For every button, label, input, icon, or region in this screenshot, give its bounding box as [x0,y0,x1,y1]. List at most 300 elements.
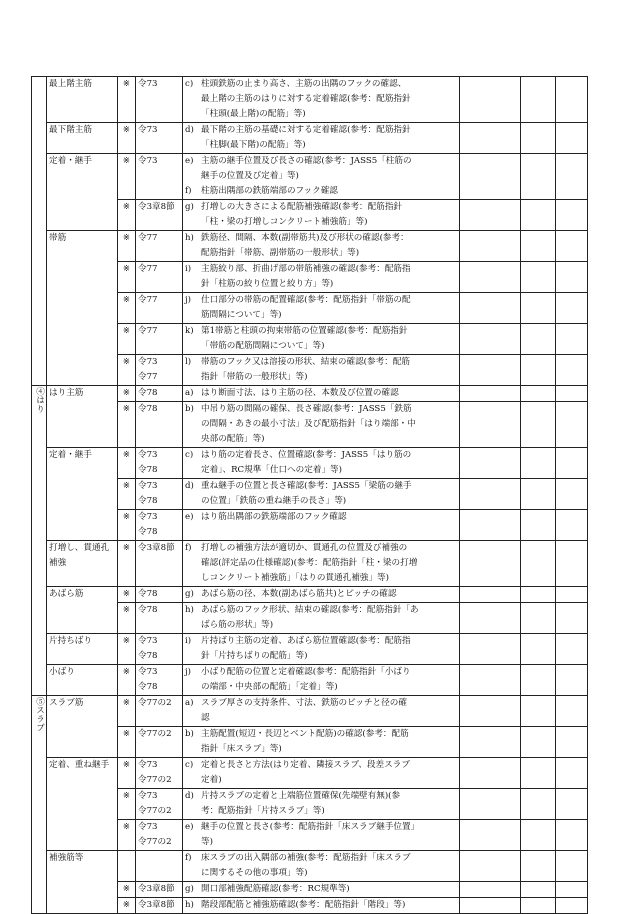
result-cell [460,758,521,789]
content-cell [183,448,460,479]
content-cell [183,541,460,587]
mark-cell: ※ [118,386,136,402]
check-cell-1 [521,758,556,789]
item-letter: a) [185,698,194,708]
table-row [32,77,588,123]
content-text: 片持ばり主筋の定着、あばら筋位置確認(参考：配筋指 [201,636,411,646]
content-text: 定着) [201,775,222,785]
check-cell-2 [556,603,588,634]
content-text: 主筋配置(短辺・長辺とベント配筋)の確認(参考：配筋 [201,729,409,739]
item-letter: f) [185,543,192,553]
code-text: 令77 [138,233,158,243]
content-text: の端部・中央部の配筋」「定着」等) [201,682,338,692]
result-cell [460,541,521,587]
content-cell [183,820,460,851]
content-cell [183,200,460,231]
code-cell [136,123,183,154]
content-text: 打増しの大きさによる配筋補強確認(参考：配筋指針 [201,202,403,212]
item-letter: d) [185,481,194,491]
mark-cell: ※ [118,123,136,154]
code-cell [136,898,183,914]
check-cell-1 [521,634,556,665]
content-text: 「帯筋の配筋間隔について」等) [201,341,325,351]
result-cell [460,324,521,355]
code-text: 令73 [138,357,158,367]
code-cell [136,355,183,386]
code-cell [136,541,183,587]
item-cell: 最下階主筋 [47,123,118,154]
mark-cell: ※ [118,696,136,727]
mark-cell: ※ [118,898,136,914]
result-cell [460,154,521,200]
item-letter: h) [185,233,194,243]
check-cell-2 [556,789,588,820]
mark-cell: ※ [118,587,136,603]
content-text: 最下階の主筋の基礎に対する定着確認(参考：配筋指針 [201,125,411,135]
result-cell [460,634,521,665]
content-text: ばら筋の形状」等) [201,620,274,630]
item-letter: j) [185,295,192,305]
code-text: 令73 [138,636,158,646]
content-text: 筋間隔について」等) [201,310,282,320]
mark-cell: ※ [118,789,136,820]
result-cell [460,386,521,402]
item-cell: 帯筋 [47,231,118,386]
code-cell [136,820,183,851]
content-text: 重ね継手の位置と長さ確認(参考：JASS5「梁筋の継手 [201,481,412,491]
item-letter: h) [185,605,194,615]
code-cell [136,479,183,510]
item-letter: c) [185,760,194,770]
check-cell-2 [556,402,588,448]
table-row [32,696,588,727]
code-text: 令73 [138,791,158,801]
content-text: 認 [201,713,210,723]
check-cell-2 [556,200,588,231]
code-cell [136,634,183,665]
code-text: 令77 [138,295,158,305]
content-text: 継手の位置と長さ(参考：配筋指針「床スラブ継手位置」 [201,822,420,832]
code-cell [136,231,183,262]
check-cell-2 [556,758,588,789]
content-text: 打増しの補強方法が適切か、貫通孔の位置及び補強の [201,543,408,553]
check-cell-2 [556,123,588,154]
content-text: 配筋指針「帯筋、副帯筋の一般形状」等) [201,248,360,258]
check-cell-1 [521,448,556,479]
item-letter: f) [185,186,192,196]
check-cell-2 [556,541,588,587]
content-text: 開口部補強配筋確認(参考：RC規準等) [201,884,350,894]
table-row [32,386,588,402]
check-cell-1 [521,727,556,758]
result-cell [460,587,521,603]
content-cell [183,789,460,820]
content-text: 鉄筋径、間隔、本数(副帯筋共)及び形状の確認(参考： [201,233,409,243]
content-text: 床スラブの出入隅部の補強(参考：配筋指針「床スラブ [201,853,411,863]
mark-cell: ※ [118,727,136,758]
item-letter: i) [185,264,192,274]
code-text: 令73 [138,125,158,135]
code-cell [136,386,183,402]
code-text: 令78 [138,465,158,475]
check-cell-2 [556,324,588,355]
content-text: 針「片持ちばりの配筋」等) [201,651,308,661]
table-row [32,123,588,154]
mark-cell: ※ [118,231,136,262]
check-cell-2 [556,262,588,293]
mark-cell: ※ [118,665,136,696]
code-cell [136,154,183,200]
code-cell [136,882,183,898]
item-cell: スラブ筋 [47,696,118,758]
content-text: 柱頭鉄筋の止まり高さ、主筋の出隅のフックの確認、 [201,79,407,89]
result-cell [460,262,521,293]
code-cell [136,262,183,293]
content-cell [183,479,460,510]
content-text: スラブ厚さの支持条件、寸法、鉄筋のピッチと径の確 [201,698,407,708]
check-cell-2 [556,882,588,898]
check-cell-1 [521,587,556,603]
item-letter: e) [185,156,194,166]
code-text: 令73 [138,156,158,166]
content-text: はり筋の定着長さ、位置確認(参考：JASS5「はり筋の [201,450,412,460]
item-cell: あばら筋 [47,587,118,634]
content-cell [183,262,460,293]
result-cell [460,479,521,510]
code-text: 令77の2 [138,806,172,816]
section-cell [32,77,47,386]
inspection-table [31,76,588,914]
code-cell [136,200,183,231]
check-cell-2 [556,587,588,603]
item-cell: 小ばり [47,665,118,696]
result-cell [460,789,521,820]
content-cell [183,77,460,123]
result-cell [460,727,521,758]
check-cell-2 [556,77,588,123]
code-text: 令78 [138,496,158,506]
code-cell [136,587,183,603]
result-cell [460,898,521,914]
content-text: 「柱脚(最下階)の配筋」等) [201,140,306,150]
check-cell-2 [556,851,588,882]
code-cell [136,696,183,727]
content-text: に関するその他の事項」等) [201,868,308,878]
check-cell-2 [556,154,588,200]
mark-cell: ※ [118,402,136,448]
check-cell-2 [556,479,588,510]
code-text: 令77 [138,264,158,274]
content-text: 第1帯筋と柱頭の拘束帯筋の位置確認(参考：配筋指針 [201,326,408,336]
content-text: 考：配筋指針「片持スラブ」等) [201,806,325,816]
result-cell [460,820,521,851]
item-cell: 定着、重ね継手 [47,758,118,851]
mark-cell: ※ [118,200,136,231]
item-letter: e) [185,512,194,522]
content-cell [183,402,460,448]
content-cell [183,634,460,665]
code-text: 令77の2 [138,698,172,708]
check-cell-2 [556,355,588,386]
table-row [32,154,588,200]
item-cell: 最上階主筋 [47,77,118,123]
check-cell-1 [521,603,556,634]
item-letter: g) [185,202,194,212]
check-cell-1 [521,154,556,200]
mark-cell: ※ [118,882,136,898]
content-text: あばら筋のフック形状、結束の確認(参考：配筋指針「あ [201,605,419,615]
code-cell [136,665,183,696]
table-row [32,587,588,603]
item-letter: c) [185,79,194,89]
content-text: の間隔・あきの最小寸法」及び配筋指針「はり端部・中 [201,419,416,429]
code-text: 令73 [138,481,158,491]
check-cell-2 [556,634,588,665]
content-text: 帯筋のフック又は溶接の形状、結束の確認(参考：配筋 [201,357,411,367]
content-cell [183,696,460,727]
item-letter: k) [185,326,194,336]
code-text: 令78 [138,388,158,398]
mark-cell: ※ [118,262,136,293]
code-text: 令77の2 [138,775,172,785]
code-text: 令73 [138,450,158,460]
code-text: 令78 [138,605,158,615]
result-cell [460,665,521,696]
item-cell: 補強筋等 [47,851,118,914]
item-letter: d) [185,125,194,135]
mark-cell: ※ [118,293,136,324]
item-letter: b) [185,729,194,739]
result-cell [460,882,521,898]
section-cell [32,386,47,696]
table-row [32,851,588,882]
check-cell-1 [521,262,556,293]
code-cell [136,510,183,541]
section-cell [32,696,47,914]
mark-cell: ※ [118,154,136,200]
content-cell [183,355,460,386]
check-cell-1 [521,402,556,448]
code-text: 令73 [138,822,158,832]
check-cell-1 [521,510,556,541]
code-text: 令77 [138,326,158,336]
code-cell [136,324,183,355]
result-cell [460,355,521,386]
content-cell [183,324,460,355]
code-text: 令77の2 [138,837,172,847]
content-text: 「柱頭(最上階)の配筋」等) [201,109,306,119]
content-cell [183,386,460,402]
item-letter: a) [185,388,194,398]
code-cell [136,727,183,758]
item-letter: i) [185,636,192,646]
item-letter: e) [185,822,194,832]
item-cell: 定着・継手 [47,448,118,541]
result-cell [460,448,521,479]
mark-cell: ※ [118,758,136,789]
result-cell [460,200,521,231]
item-cell: 定着・継手 [47,154,118,231]
result-cell [460,402,521,448]
check-cell-1 [521,789,556,820]
check-cell-1 [521,851,556,882]
check-cell-2 [556,898,588,914]
item-letter: c) [185,450,194,460]
code-cell [136,77,183,123]
content-text: 央部の配筋」等) [201,434,265,444]
item-letter: g) [185,884,194,894]
check-cell-2 [556,727,588,758]
result-cell [460,77,521,123]
table-row [32,758,588,789]
check-cell-1 [521,293,556,324]
content-text: 定着と長さと方法(はり定着、隣接スラブ、段差スラブ [201,760,410,770]
content-text: 仕口部分の帯筋の配置確認(参考：配筋指針「帯筋の配 [201,295,411,305]
check-cell-2 [556,293,588,324]
result-cell [460,696,521,727]
table-row [32,634,588,665]
mark-cell: ※ [118,77,136,123]
content-cell [183,882,460,898]
check-cell-1 [521,123,556,154]
content-text: 中吊り筋の間隔の確保、長さ確認(参考：JASS5「鉄筋 [201,404,412,414]
content-text: 「柱・梁の打増しコンクリート補強筋」等) [201,217,368,227]
result-cell [460,510,521,541]
code-cell [136,402,183,448]
content-text: 確認(評定品の仕様確認)(参考：配筋指針「柱・梁の打増 [201,558,418,568]
table-row [32,665,588,696]
check-cell-1 [521,355,556,386]
mark-cell: ※ [118,634,136,665]
check-cell-1 [521,820,556,851]
content-text: 等) [201,837,213,847]
content-text: 柱筋出隅部の鉄筋端部のフック確認 [201,186,338,196]
content-cell [183,510,460,541]
item-letter: j) [185,667,192,677]
content-text: 指針「床スラブ」等) [201,744,282,754]
item-letter: b) [185,404,194,414]
check-cell-2 [556,665,588,696]
check-cell-1 [521,386,556,402]
check-cell-1 [521,882,556,898]
mark-cell [118,851,136,882]
item-letter: f) [185,853,192,863]
mark-cell: ※ [118,355,136,386]
code-text: 令73 [138,512,158,522]
content-text: 片持スラブの定着と上端筋位置確保(先端壁有無)(参 [201,791,401,801]
code-text: 令73 [138,760,158,770]
table-row [32,448,588,479]
mark-cell: ※ [118,324,136,355]
code-text: 令78 [138,404,158,414]
content-text: 小ばり配筋の位置と定着確認(参考：配筋指針「小ばり [201,667,411,677]
check-cell-1 [521,541,556,587]
result-cell [460,231,521,262]
check-cell-2 [556,386,588,402]
check-cell-1 [521,898,556,914]
mark-cell: ※ [118,541,136,587]
code-text: 令77 [138,372,158,382]
mark-cell: ※ [118,448,136,479]
check-cell-2 [556,696,588,727]
content-text: 階段部配筋と補強筋確認(参考：配筋指針「階段」等) [201,900,406,910]
code-cell [136,851,183,882]
code-cell [136,758,183,789]
code-text: 令78 [138,589,158,599]
mark-cell: ※ [118,603,136,634]
content-text: 主筋の継手位置及び長さの確認(参考：JASS5「柱筋の [201,156,412,166]
check-cell-1 [521,231,556,262]
table-row [32,231,588,262]
code-text: 令3章8節 [138,202,175,212]
result-cell [460,603,521,634]
table-row [32,541,588,587]
content-text: の位置」「鉄筋の重ね継手の長さ」等) [201,496,347,506]
content-cell [183,293,460,324]
item-letter: d) [185,791,194,801]
mark-cell: ※ [118,510,136,541]
code-text: 令73 [138,79,158,89]
item-letter: g) [185,589,194,599]
content-cell [183,123,460,154]
result-cell [460,293,521,324]
code-text: 令78 [138,651,158,661]
content-cell [183,154,460,200]
code-text: 令3章8節 [138,543,175,553]
content-text: あばら筋の径、本数(副あばら筋共)とピッチの確認 [201,589,397,599]
content-cell [183,727,460,758]
content-text: はり断面寸法、はり主筋の径、本数及び位置の確認 [201,388,399,398]
code-text: 令77の2 [138,729,172,739]
content-text: 継手の位置及び定着」等) [201,171,299,181]
content-cell [183,587,460,603]
check-cell-2 [556,231,588,262]
content-text: 主筋絞り部、折曲げ部の帯筋補強の確認(参考：配筋指 [201,264,411,274]
code-cell [136,293,183,324]
item-cell: 打増し、貫通孔補強 [47,541,118,587]
item-letter: l) [185,357,192,367]
check-cell-2 [556,820,588,851]
content-text: 定着」、RC規準「仕口への定着」等) [201,465,343,475]
content-text: はり筋出隅部の鉄筋端部のフック確認 [201,512,347,522]
code-text: 令3章8節 [138,900,175,910]
content-cell [183,231,460,262]
content-text: 針「柱筋の絞り位置と絞り方」等) [201,279,334,289]
check-cell-1 [521,479,556,510]
code-text: 令78 [138,682,158,692]
code-text: 令73 [138,667,158,677]
content-text: 最上階の主筋のはりに対する定着確認(参考：配筋指針 [201,94,411,104]
code-text: 令3章8節 [138,884,175,894]
content-cell [183,603,460,634]
content-text: 指針「帯筋の一般形状」等) [201,372,308,382]
result-cell [460,851,521,882]
content-cell [183,898,460,914]
check-cell-2 [556,448,588,479]
code-cell [136,448,183,479]
item-cell: 片持ちばり [47,634,118,665]
mark-cell: ※ [118,479,136,510]
item-cell: はり主筋 [47,386,118,448]
check-cell-1 [521,200,556,231]
check-cell-1 [521,324,556,355]
content-cell [183,758,460,789]
result-cell [460,123,521,154]
content-cell [183,851,460,882]
section-label: ⑤スラブ [34,697,45,732]
mark-cell: ※ [118,820,136,851]
check-cell-2 [556,510,588,541]
